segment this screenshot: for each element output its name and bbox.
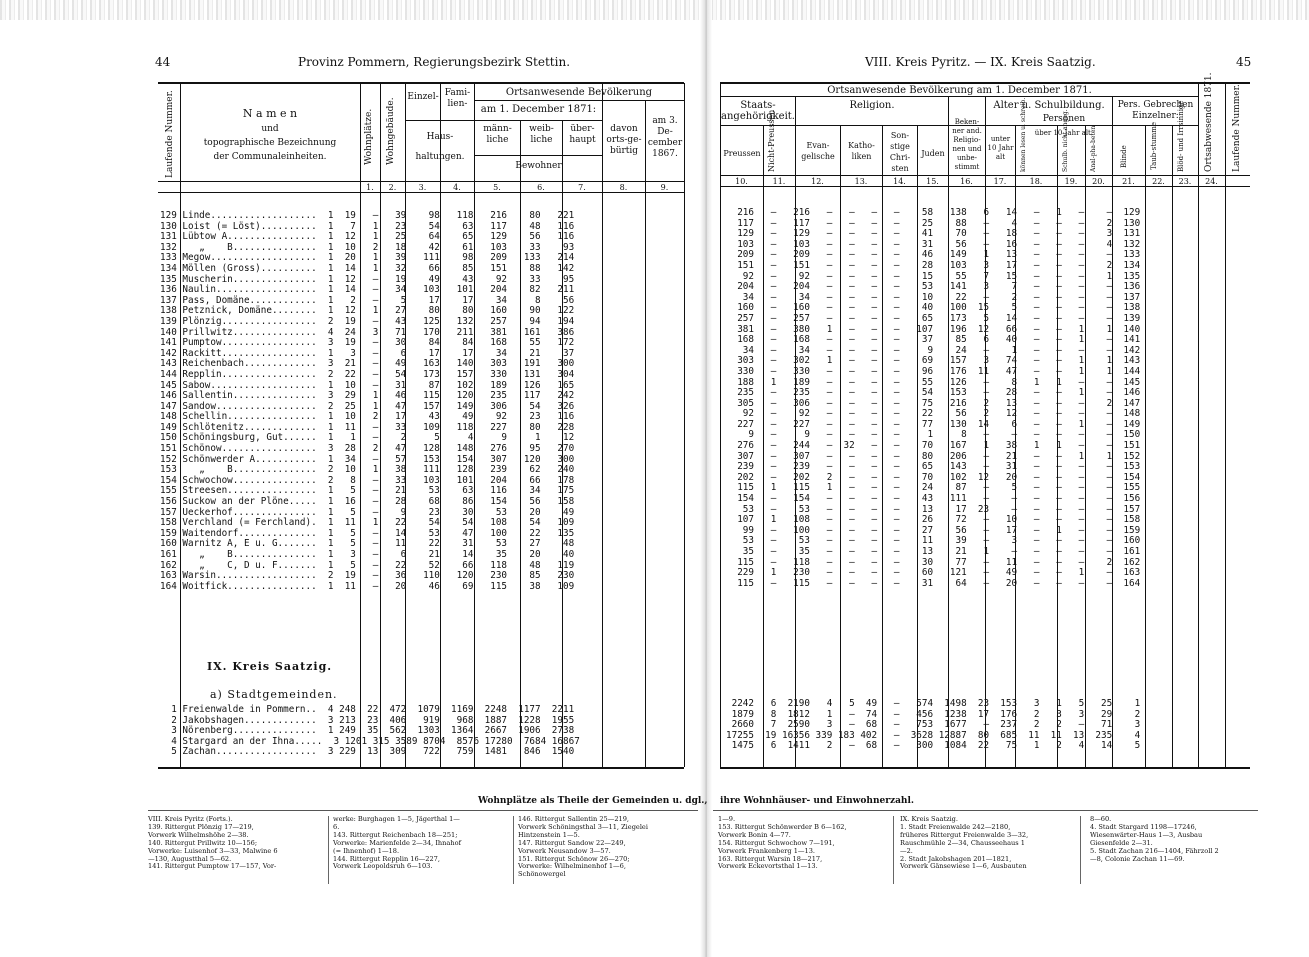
right-vline-12: [1145, 125, 1146, 767]
table-row: 160 — 160 — — — — 40 100 15 5 — — — — 138: [726, 302, 1141, 314]
table-row: 163 Warsin.................. 2 19 — 36 110 120 230 85 230: [160, 570, 575, 582]
footnote-left-1: VIII. Kreis Pyritz (Forts.). 139. Rittergut Plönzig 17—219, Vorwerk Wilhelmshöhe 2—38. 140. Rittergut Prillwitz 10—156; Vorwerke: Luisenhof 3—33, Malwine 6—130, Augustthal 5—62. 141. Rittergut Pumptow 17—157, Vor-: [148, 815, 278, 871]
table-row: 133 Megow................... 1 20 1 39 111 98 209 133 214: [160, 252, 575, 264]
header-juden: Juden: [921, 149, 945, 158]
header-ortsabwesende: Ortsabwesende 1871.: [1204, 72, 1214, 172]
table-row: 160 Warnitz A, E u. G....... 1 5 — 11 22 31 53 27 48: [160, 538, 575, 550]
table-row: 34 — 34 — — — — 9 24 — 1 — — — — 142: [726, 344, 1141, 356]
right-vline-15: [1225, 83, 1226, 767]
header-topo: topographische Bezeichnung: [203, 138, 337, 148]
table-row: 17255 19 16356 339 183 402 — 3628 12887 80 685 11 11 13 235 4: [726, 729, 1141, 741]
header-ueberhaupt: über-haupt: [569, 124, 596, 145]
header-evangelische: Evan-gelische: [801, 141, 835, 161]
table-row: 2660 7 2590 3 — 68 — 753 1677 — 237 2 2 — 71 3: [726, 719, 1141, 731]
right-page-number: 45: [1236, 55, 1252, 69]
table-row: 303 — 302 1 — — — 69 157 3 74 — — 1 1 143: [726, 355, 1141, 367]
table-row: 2 Jakobshagen............. 3 213 23 406 919 968 1887 1228 1955: [160, 714, 575, 726]
rcolnum-10: 10.: [735, 177, 748, 186]
left-bottom-rule: [158, 767, 684, 769]
header-blinde: Blinde: [1120, 145, 1128, 168]
table-row: 147 Sandow.................. 2 25 1 47 157 149 306 54 326: [160, 400, 575, 412]
table-row: 140 Prillwitz............... 4 24 3 71 170 211 381 161 386: [160, 326, 575, 338]
colnum-8: 8.: [619, 183, 628, 192]
rcolnum-15: 15.: [926, 177, 939, 186]
table-row: 229 1 230 — — — — 60 121 — 49 — — 1 — 163: [726, 567, 1141, 579]
table-row: 153 „ B............... 2 10 1 38 111 128 239 62 240: [160, 464, 575, 476]
table-row: 156 Suckow an der Plöne..... 1 16 — 28 68 86 154 56 158: [160, 496, 575, 508]
header-bloed: Blöd- und Irrsinnige: [1177, 100, 1185, 172]
table-row: 9 — 9 — — — — 1 8 — — — — — — 150: [726, 429, 1141, 441]
rcolnum-12: 12.: [811, 177, 824, 186]
header-maennl: männ-liche: [483, 124, 512, 145]
colnum-7: 7.: [578, 183, 586, 192]
header-lfd-right: Laufende Nummer.: [1232, 84, 1242, 172]
table-row: 138 Petznick, Domäne........ 1 12 1 27 80 80 160 90 122: [160, 305, 575, 317]
table-row: 239 — 239 — — — — 65 143 — 31 — — — — 153: [726, 461, 1141, 473]
colnum-9: 9.: [660, 183, 669, 192]
header-katholiken: Katho-liken: [848, 141, 875, 161]
table-row: 188 1 189 — — — — 55 126 — 8 1 1 — — 145: [726, 376, 1141, 388]
table-row: 92 — 92 — — — — 22 56 2 12 — — — — 148: [726, 408, 1141, 420]
header-und: und: [261, 124, 279, 134]
left-amdec-rule: [474, 120, 602, 121]
left-bewohner-rule: [474, 155, 602, 156]
rcolnum-13: 13.: [854, 177, 868, 186]
footnote-left-2: werke: Burghagen 1—5, Jägerthal 1—6. 143. Rittergut Reichenbach 18—251; Vorwerke: Marienfelde 2—34, Ihnahof (= Ihnenhof) 1—18. 144. Rittergut Repplin 16—227, Vorwerk Leopoldsruh 6—103.: [333, 815, 462, 871]
header-am-dec: am 1. December 1871:: [480, 104, 597, 115]
header-personen: Personen: [1042, 114, 1086, 124]
table-row: 158 Verchland (= Ferchland). 1 11 1 22 54 54 108 54 109: [160, 517, 575, 529]
table-row: 5 Zachan.................. 3 229 13 309 722 759 1481 846 1540: [160, 746, 575, 758]
header-weibl: weib-liche: [529, 124, 554, 145]
header-gebrechen: Pers. Gebrechen Einzelner:: [1117, 100, 1194, 121]
header-taubst: Taub-stumme: [1150, 122, 1158, 170]
table-row: 1 Freienwalde in Pommern.. 4 248 22 472 1079 1169 2248 1177 2211: [160, 704, 575, 715]
table-row: 216 — 216 — — — — 58 138 6 14 — 1 — — 129: [726, 207, 1141, 218]
table-row: 53 — 53 — — — — 11 39 — 3 — — — — 160: [726, 535, 1141, 547]
header-nicht-angeg: Schulb. nicht angeg.: [1062, 109, 1069, 172]
right-ortsanw-rule: [720, 96, 1198, 97]
table-row: 115 1 115 1 — — — 24 87 — 5 — — — — 155: [726, 482, 1141, 494]
header-bekenner: Beken-ner and. Religio-nen und unbe-stimmt: [952, 118, 982, 171]
right-footnote-rule: [713, 810, 1258, 811]
left-vline-11: [684, 83, 685, 767]
table-row: 131 Lübtow A................ 1 12 1 25 64 65 129 56 116: [160, 231, 575, 243]
colnum-3: 3.: [418, 183, 427, 192]
subsection-stadtgemeinden: a) Stadtgemeinden.: [210, 688, 338, 701]
footnote-left-3: 146. Rittergut Sallentin 25—219, Vorwerk Schöningsthal 3—11, Ziegelei Hintzenstein 1—5. 147. Rittergut Sandow 22—249, Vorwerk Neusandow 3—57. 151. Rittergut Schönow 26—270; Vorwerke: Wilhelminenhof 1—6, Schönowergel: [518, 815, 648, 879]
table-row: 157 Ueckerhof............... 1 5 — 9 23 30 53 20 49: [160, 506, 575, 518]
table-row: 139 Plönzig................. 2 19 — 43 125 132 257 94 194: [160, 315, 575, 327]
table-row: 164 Woitfick................ 1 11 — 20 46 69 115 38 109: [160, 580, 575, 592]
table-row: 330 — 330 — — — — 96 176 11 47 — — 1 1 144: [726, 365, 1141, 377]
table-row: 2242 6 2190 4 5 49 — 574 1498 23 153 3 1 5 25 1: [726, 698, 1141, 709]
header-wohnplaetze: Wohnplätze.: [364, 108, 374, 165]
header-am-3dec: am 3. De-cember 1867.: [647, 116, 683, 159]
table-row: 107 1 108 — — — — 26 72 — 10 — — — — 158: [726, 514, 1141, 526]
table-row: 161 „ B............... 1 3 — 6 21 14 35 20 40: [160, 549, 575, 560]
footnote-divider-1: [328, 816, 329, 884]
header-ortsanwesende: Ortsanwesende Bevölkerung: [505, 87, 653, 98]
table-row: 155 Streesen................ 1 5 — 21 53 63 116 34 175: [160, 485, 575, 497]
table-row: 3 Nörenberg............... 1 249 35 562 1303 1364 2667 1906 2738: [160, 725, 575, 737]
right-vline-13: [1172, 125, 1173, 767]
table-row: 134 Möllen (Gross).......... 1 14 1 32 66 85 151 88 142: [160, 262, 575, 274]
rcolnum-17: 17.: [993, 177, 1007, 186]
colnum-5: 5.: [493, 183, 501, 192]
left-ortsanw-rule: [474, 100, 684, 101]
table-row: 152 Schönwerder A........... 1 34 — 57 153 154 307 120 300: [160, 453, 575, 465]
table-row: 162 „ C, D u. F....... 1 5 — 22 52 66 118 48 119: [160, 559, 575, 571]
colnum-4: 4.: [453, 183, 461, 192]
left-page-number: 44: [155, 55, 171, 69]
header-staats: Staats-angehörigkeit.: [721, 100, 795, 122]
table-row: 150 Schöningsburg, Gut...... 1 1 — 2 5 4 9 1 12: [160, 432, 575, 444]
rcolnum-21: 21.: [1122, 177, 1135, 186]
header-haus: Haus-: [426, 132, 454, 142]
left-top-rule: [158, 82, 684, 84]
rcolnum-11: 11.: [772, 177, 786, 186]
table-row: 53 — 53 — — — — 13 17 23 — — — — — 157: [726, 503, 1141, 515]
table-row: 202 — 202 2 — — — 70 102 12 20 — — — — 154: [726, 471, 1141, 483]
header-einzel: Einzel-: [407, 92, 439, 102]
section-title-saatzig: IX. Kreis Saatzig.: [207, 660, 333, 673]
table-row: 154 — 154 — — — — 43 111 — — — — — — 156: [726, 493, 1141, 505]
footnote-divider-3: [893, 816, 894, 884]
rcolnum-14: 14.: [893, 177, 906, 186]
header-ueber10: über 10 Jahr alt:: [1034, 129, 1094, 137]
table-row: 136 Naulin.................. 1 14 — 34 103 101 204 82 211: [160, 284, 575, 296]
header-alter: Alter u. Schulbildung.: [993, 100, 1105, 111]
right-table-rows-kreis-pyritz: [726, 208, 1140, 589]
table-row: 204 — 204 — — — — 53 141 3 7 — — — — 136: [726, 281, 1141, 293]
left-footnote-rule: [148, 810, 698, 811]
rcolnum-22: 22.: [1152, 177, 1165, 186]
table-row: 1475 6 1411 2 — 68 — 300 1084 22 75 1 2 4 14 5: [726, 740, 1141, 752]
rcolnum-20: 20.: [1092, 177, 1105, 186]
left-table-rows-saatzig: [160, 705, 580, 758]
table-row: 142 Rackitt................. 1 3 — 6 17 17 34 21 37: [160, 347, 575, 359]
right-top-rule: [720, 82, 1250, 84]
table-row: 146 Sallentin............... 3 29 1 46 115 120 235 117 242: [160, 390, 575, 402]
table-row: 1879 8 1812 1 — 74 — 456 1238 17 176 2 3 3 29 2: [726, 708, 1141, 720]
left-header-rule: [158, 181, 684, 182]
table-row: 168 — 168 — — — — 37 85 6 40 — — 1 — 141: [726, 334, 1141, 346]
table-row: 141 Pumptow................. 3 19 — 30 84 84 168 55 172: [160, 337, 575, 349]
footnote-right-2: IX. Kreis Saatzig. 1. Stadt Freienwalde 242—2180, früheres Rittergut Freienwalde 3—32, Rauschmühle 2—34, Chausseehaus 1—2. 2. Stadt Jakobshagen 201—1821, Vorwerk Gänsewiese 1—6, Ausbauten: [900, 815, 1029, 871]
header-davon: davon orts-ge-bürtig: [606, 124, 642, 156]
table-row: 135 Muscherin............... 1 12 — 19 49 43 92 33 95: [160, 273, 575, 285]
table-row: 129 — 129 — — — — 41 70 — 18 — — — 3 131: [726, 228, 1141, 240]
rcolnum-18: 18.: [1029, 177, 1043, 186]
colnum-1: 1.: [366, 183, 374, 192]
footnote-right-3: 8—60. 4. Stadt Stargard 1198—17246, Wiesenwärter-Haus 1—3, Ausbau Giesenfelde 2—31. 5. Stadt Zachan 216—1404, Fährzoll 2—8, Colonie Zachan 11—69.: [1090, 815, 1219, 863]
header-lesen: können lesen u. schreib.: [1020, 97, 1027, 172]
left-table-rows-kreis-pyritz: [160, 211, 574, 592]
table-row: 307 — 307 — — — — 80 206 — 21 — — 1 1 152: [726, 450, 1141, 462]
header-unter10: unter 10 Jahr alt: [987, 135, 1014, 161]
header-analph: Anal-pha-beten: [1090, 125, 1097, 172]
table-row: 4 Stargard an der Ihna..... 3 1201 315 3589 8704 8576 17280 7684 16867: [160, 735, 580, 747]
table-row: 92 — 92 — — — — 15 55 7 15 — — — 1 135: [726, 270, 1141, 282]
table-row: 257 — 257 — — — — 65 173 5 14 — — — — 139: [726, 312, 1141, 324]
footnote-divider-4: [1080, 816, 1081, 884]
table-row: 35 — 35 — — — — 13 21 1 — — — — — 161: [726, 546, 1141, 557]
table-row: 115 — 118 — — — — 30 77 — 11 — — — 2 162: [726, 556, 1141, 568]
header-haltungen: haltungen.: [415, 152, 465, 162]
rcolnum-23: 23.: [1178, 177, 1192, 186]
footnote-heading-left: Wohnplätze als Theile der Gemeinden u. dgl.,: [478, 796, 708, 806]
left-colnum-rule: [158, 192, 684, 193]
table-row: 227 — 227 — — — — 77 130 14 6 — — 1 — 149: [726, 418, 1141, 430]
header-ortsanwesende-right: Ortsanwesende Bevölkerung am 1. December 1871.: [827, 85, 1092, 96]
table-row: 151 — 151 — — — — 28 103 3 17 — — — 2 134: [726, 259, 1141, 271]
header-nicht-preussen: Nicht-Preussen: [767, 109, 776, 172]
table-row: 151 Schönow................. 3 28 2 47 128 148 276 95 270: [160, 443, 575, 455]
header-sonstige: Son-stige Chri-sten: [889, 131, 911, 173]
header-wohngebaeude: Wohngebäude.: [386, 97, 396, 165]
colnum-2: 2.: [388, 183, 397, 192]
header-bewohner: Bewohner: [515, 161, 562, 171]
table-row: 115 — 115 — — — — 31 64 — 20 — — — — 164: [726, 577, 1141, 589]
table-row: 132 „ B............... 1 10 2 18 42 61 103 33 93: [160, 241, 575, 253]
table-row: 103 — 103 — — — — 31 56 — 16 — — — 4 132: [726, 238, 1141, 250]
header-namen: N a m e n: [242, 107, 298, 120]
footnote-right-1: 1—9. 153. Rittergut Schönwerder B 6—162, Vorwerk Bonin 4—77. 154. Rittergut Schwochow 7—191, Vorwerk Frankenberg 1—13. 163. Rittergut Warsin 18—217, Vorwerk Eckevortsthal 1—13.: [718, 815, 847, 871]
rcolnum-24: 24.: [1205, 177, 1218, 186]
header-religion: Religion.: [849, 100, 895, 111]
right-running-title: VIII. Kreis Pyritz. — IX. Kreis Saatzig.: [865, 55, 1096, 69]
rcolnum-16: 16.: [960, 177, 973, 186]
table-row: 149 Schlötenitz............. 1 11 — 33 109 118 227 80 228: [160, 421, 575, 433]
right-table-rows-saatzig: [726, 699, 1140, 752]
table-row: 209 — 209 — — — — 46 149 1 13 — — — — 133: [726, 249, 1141, 261]
table-row: 148 Schellin................ 1 10 2 17 43 49 92 23 116: [160, 411, 575, 423]
table-row: 117 — 117 — — — — 25 88 — 4 — — — 2 130: [726, 217, 1141, 229]
right-bottom-rule: [720, 767, 1250, 769]
table-row: 305 — 306 — — — — 75 216 2 13 — — — 2 147: [726, 397, 1141, 409]
header-comm: der Communaleinheiten.: [213, 152, 327, 162]
left-haus-rule: [405, 120, 474, 121]
table-row: 154 Schwochow............... 2 8 — 33 103 101 204 66 178: [160, 474, 575, 486]
table-row: 159 Waitendorf.............. 1 5 — 14 53 47 100 22 135: [160, 527, 575, 539]
rcolnum-19: 19.: [1064, 177, 1078, 186]
table-row: 99 — 100 — — — — 27 56 — 17 — 1 — — 159: [726, 524, 1141, 536]
left-vline-10: [645, 100, 646, 767]
table-row: 129 Linde................... 1 19 — 39 98 118 216 80 221: [160, 210, 575, 221]
header-preussen: Preussen: [723, 149, 761, 158]
left-running-title: Provinz Pommern, Regierungsbezirk Stettin.: [298, 55, 571, 69]
colnum-6: 6.: [537, 183, 545, 192]
header-familien: Fami-lien-: [444, 88, 471, 109]
table-row: 381 — 380 1 — — — 107 196 12 66 — — 1 1 140: [726, 323, 1141, 335]
table-row: 137 Pass, Domäne............ 1 2 — 5 17 17 34 8 56: [160, 294, 575, 306]
footnote-heading-right: ihre Wohnhäuser- und Einwohnerzahl.: [720, 796, 915, 806]
footnote-divider-2: [513, 816, 514, 884]
table-row: 34 — 34 — — — — 10 22 — 2 — — — — 137: [726, 291, 1141, 303]
table-row: 144 Repplin................. 2 22 — 54 173 157 330 131 304: [160, 368, 575, 380]
table-row: 130 Loist (= Löst).......... 1 7 1 23 54 63 117 48 116: [160, 220, 575, 232]
table-row: 235 — 235 — — — — 54 153 — 28 — — 1 — 146: [726, 387, 1141, 399]
book-gutter: [700, 0, 712, 957]
table-row: 276 — 244 — 32 — — 70 167 1 38 1 1 — — 151: [726, 440, 1141, 452]
table-row: 143 Reichenbach............. 3 21 — 49 163 140 303 191 300: [160, 358, 575, 370]
scan-noise-top: [0, 0, 1309, 20]
table-row: 145 Sabow................... 1 10 — 31 87 102 189 126 165: [160, 379, 575, 391]
header-lfd-left: Laufende Nummer.: [165, 90, 175, 178]
